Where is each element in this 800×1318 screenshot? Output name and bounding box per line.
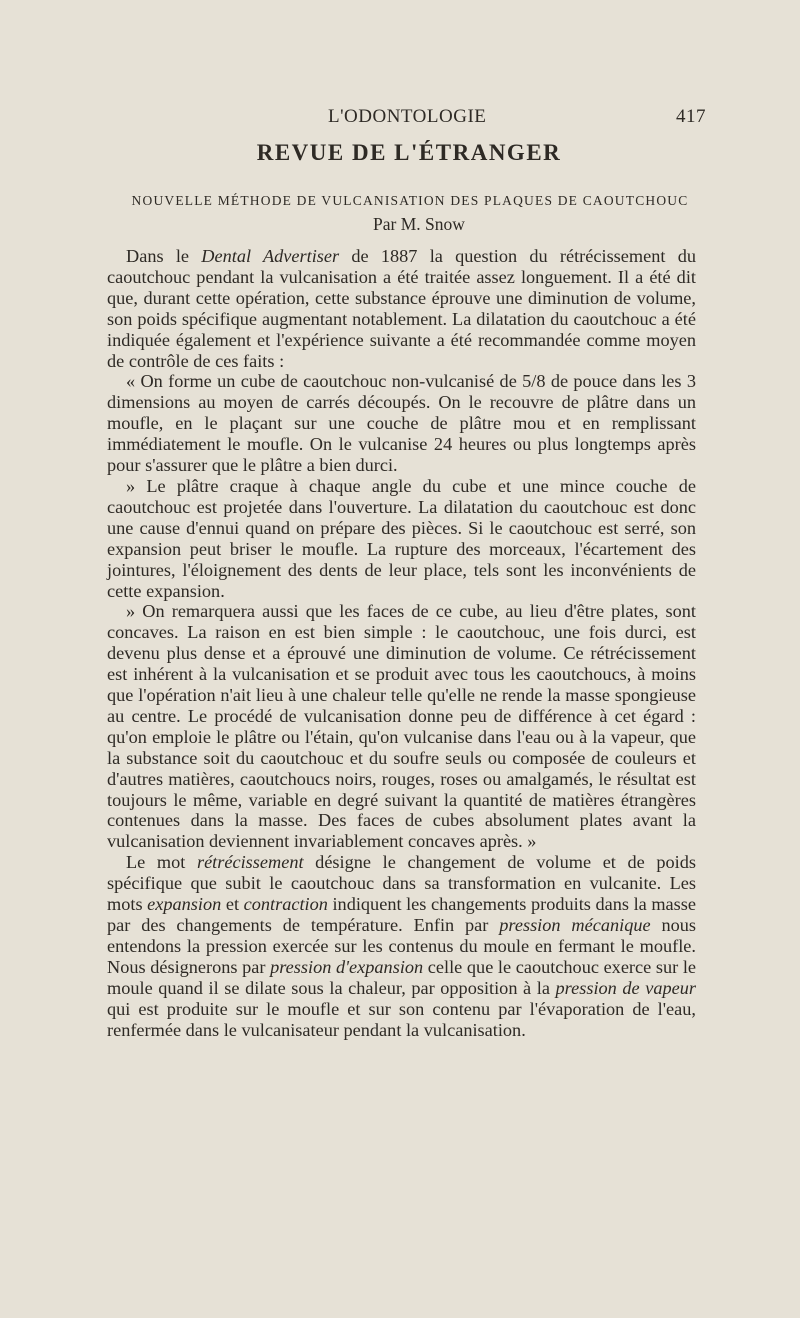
paragraph <box>107 246 696 371</box>
page-number: 417 <box>676 106 706 127</box>
paragraph-text: » On remarquera aussi que les faces de ce cube, au lieu d'être plates, sont concaves. La raison en est bien simple : le caoutchouc, une fois durci, est devenu plus dense et a éprouvé une diminution de volume. Ce rétrécissement est inhérent à la vulcanisation et se produit avec tous les caoutchoucs, à moins que l'opération n'ait lieu à une chaleur telle qu'elle ne rende la masse spongieuse au centre. Le procédé de vulcanisation donne peu de différence à cet égard : qu'on emploie le plâtre ou l'étain, qu'on vulcanise dans l'eau ou à la vapeur, que la substance soit du caoutchouc et du soufre seuls ou composée de couleurs et d'autres matières, caoutchoucs noirs, rouges, roses ou amalgamés, le résultat est toujours le même, variable en degré suivant la quantité de matières étrangères contenues dans la masse. Des faces de cubes absolument plates avant la vulcanisation deviennent invariablement concaves après. » <box>107 601 696 852</box>
paragraph-text: de 1887 la question du rétrécissement du caoutchouc pendant la vulcanisation a été traitée assez longuement. Il a été dit que, durant cette opération, cette substance éprouve une diminution de volume, son poids spécifique augmentant notablement. La dilatation du caoutchouc a été indiquée également et l'expérience suivante a été recommandée comme moyen de contrôle de ces faits : <box>107 246 697 371</box>
paragraph-text: Le mot <box>126 852 197 873</box>
paragraph-text: qui est produite sur le moufle et sur son contenu par l'évaporation de l'eau, renfermée dans le vulcanisateur pendant la vulcanisation. <box>107 998 696 1040</box>
italic-text: pression de vapeur <box>555 977 696 998</box>
paragraph <box>107 601 696 852</box>
running-head <box>0 106 800 132</box>
italic-text: pression mécanique <box>499 915 651 935</box>
paragraph-text: « On forme un cube de caoutchouc non-vulcanisé de 5/8 de pouce dans les 3 dimensions au moyen de carrés découpés. On le recouvre de plâtre dans un moufle, en le plaçant sur une couche de plâtre mou et en remplissant immédiatement le moufle. On le vulcanise 24 heures ou plus longtemps après pour s'assurer que le plâtre a bien durci. <box>107 371 696 476</box>
paragraph-text: et <box>221 894 244 915</box>
article-byline: Par M. Snow <box>373 214 465 234</box>
paragraph-text: Dans le <box>126 246 202 266</box>
article-body <box>107 246 696 1040</box>
paragraph-text: » Le plâtre craque à chaque angle du cube et une mince couche de caoutchouc est projetée dans l'ouverture. La dilatation du caoutchouc est donc une cause d'ennui quand on prépare des pièces. Si le caoutchouc est serré, son expansion peut briser le moufle. La rupture des morceaux, l'écartement des jointures, l'éloignement des dents de leur place, tels sont les inconvénients de cette expansion. <box>107 475 696 601</box>
italic-text: contraction <box>243 894 328 915</box>
italic-text: pression d'expansion <box>270 956 424 977</box>
italic-text: rétrécissement <box>196 852 304 873</box>
paragraph-text: indiquent les changements produits dans la masse par des changements de température. Enfin par <box>107 894 697 935</box>
paragraph-text: nous entendons la pression exercée sur les contenus du moule en fermant le moufle. Nous désignerons par <box>107 915 696 977</box>
italic-text: expansion <box>147 894 222 915</box>
paragraph <box>107 476 696 601</box>
paragraph <box>107 371 696 476</box>
italic-text: Dental Advertiser <box>201 246 340 266</box>
paragraph <box>107 852 696 1040</box>
paragraph-text: désigne le changement de volume et de poids spécifique que subit le caoutchouc dans sa transformation en vulcanite. Les mots <box>107 852 696 915</box>
running-title: L'ODONTOLOGIE <box>328 106 487 127</box>
section-title: REVUE DE L'ÉTRANGER <box>256 140 562 165</box>
article-title: NOUVELLE MÉTHODE DE VULCANISATION DES PLAQUES DE CAOUTCHOUC <box>131 193 689 208</box>
paragraph-text: celle que le caoutchouc exerce sur le moule quand il se dilate sous la chaleur, par opposition à la <box>107 956 697 998</box>
